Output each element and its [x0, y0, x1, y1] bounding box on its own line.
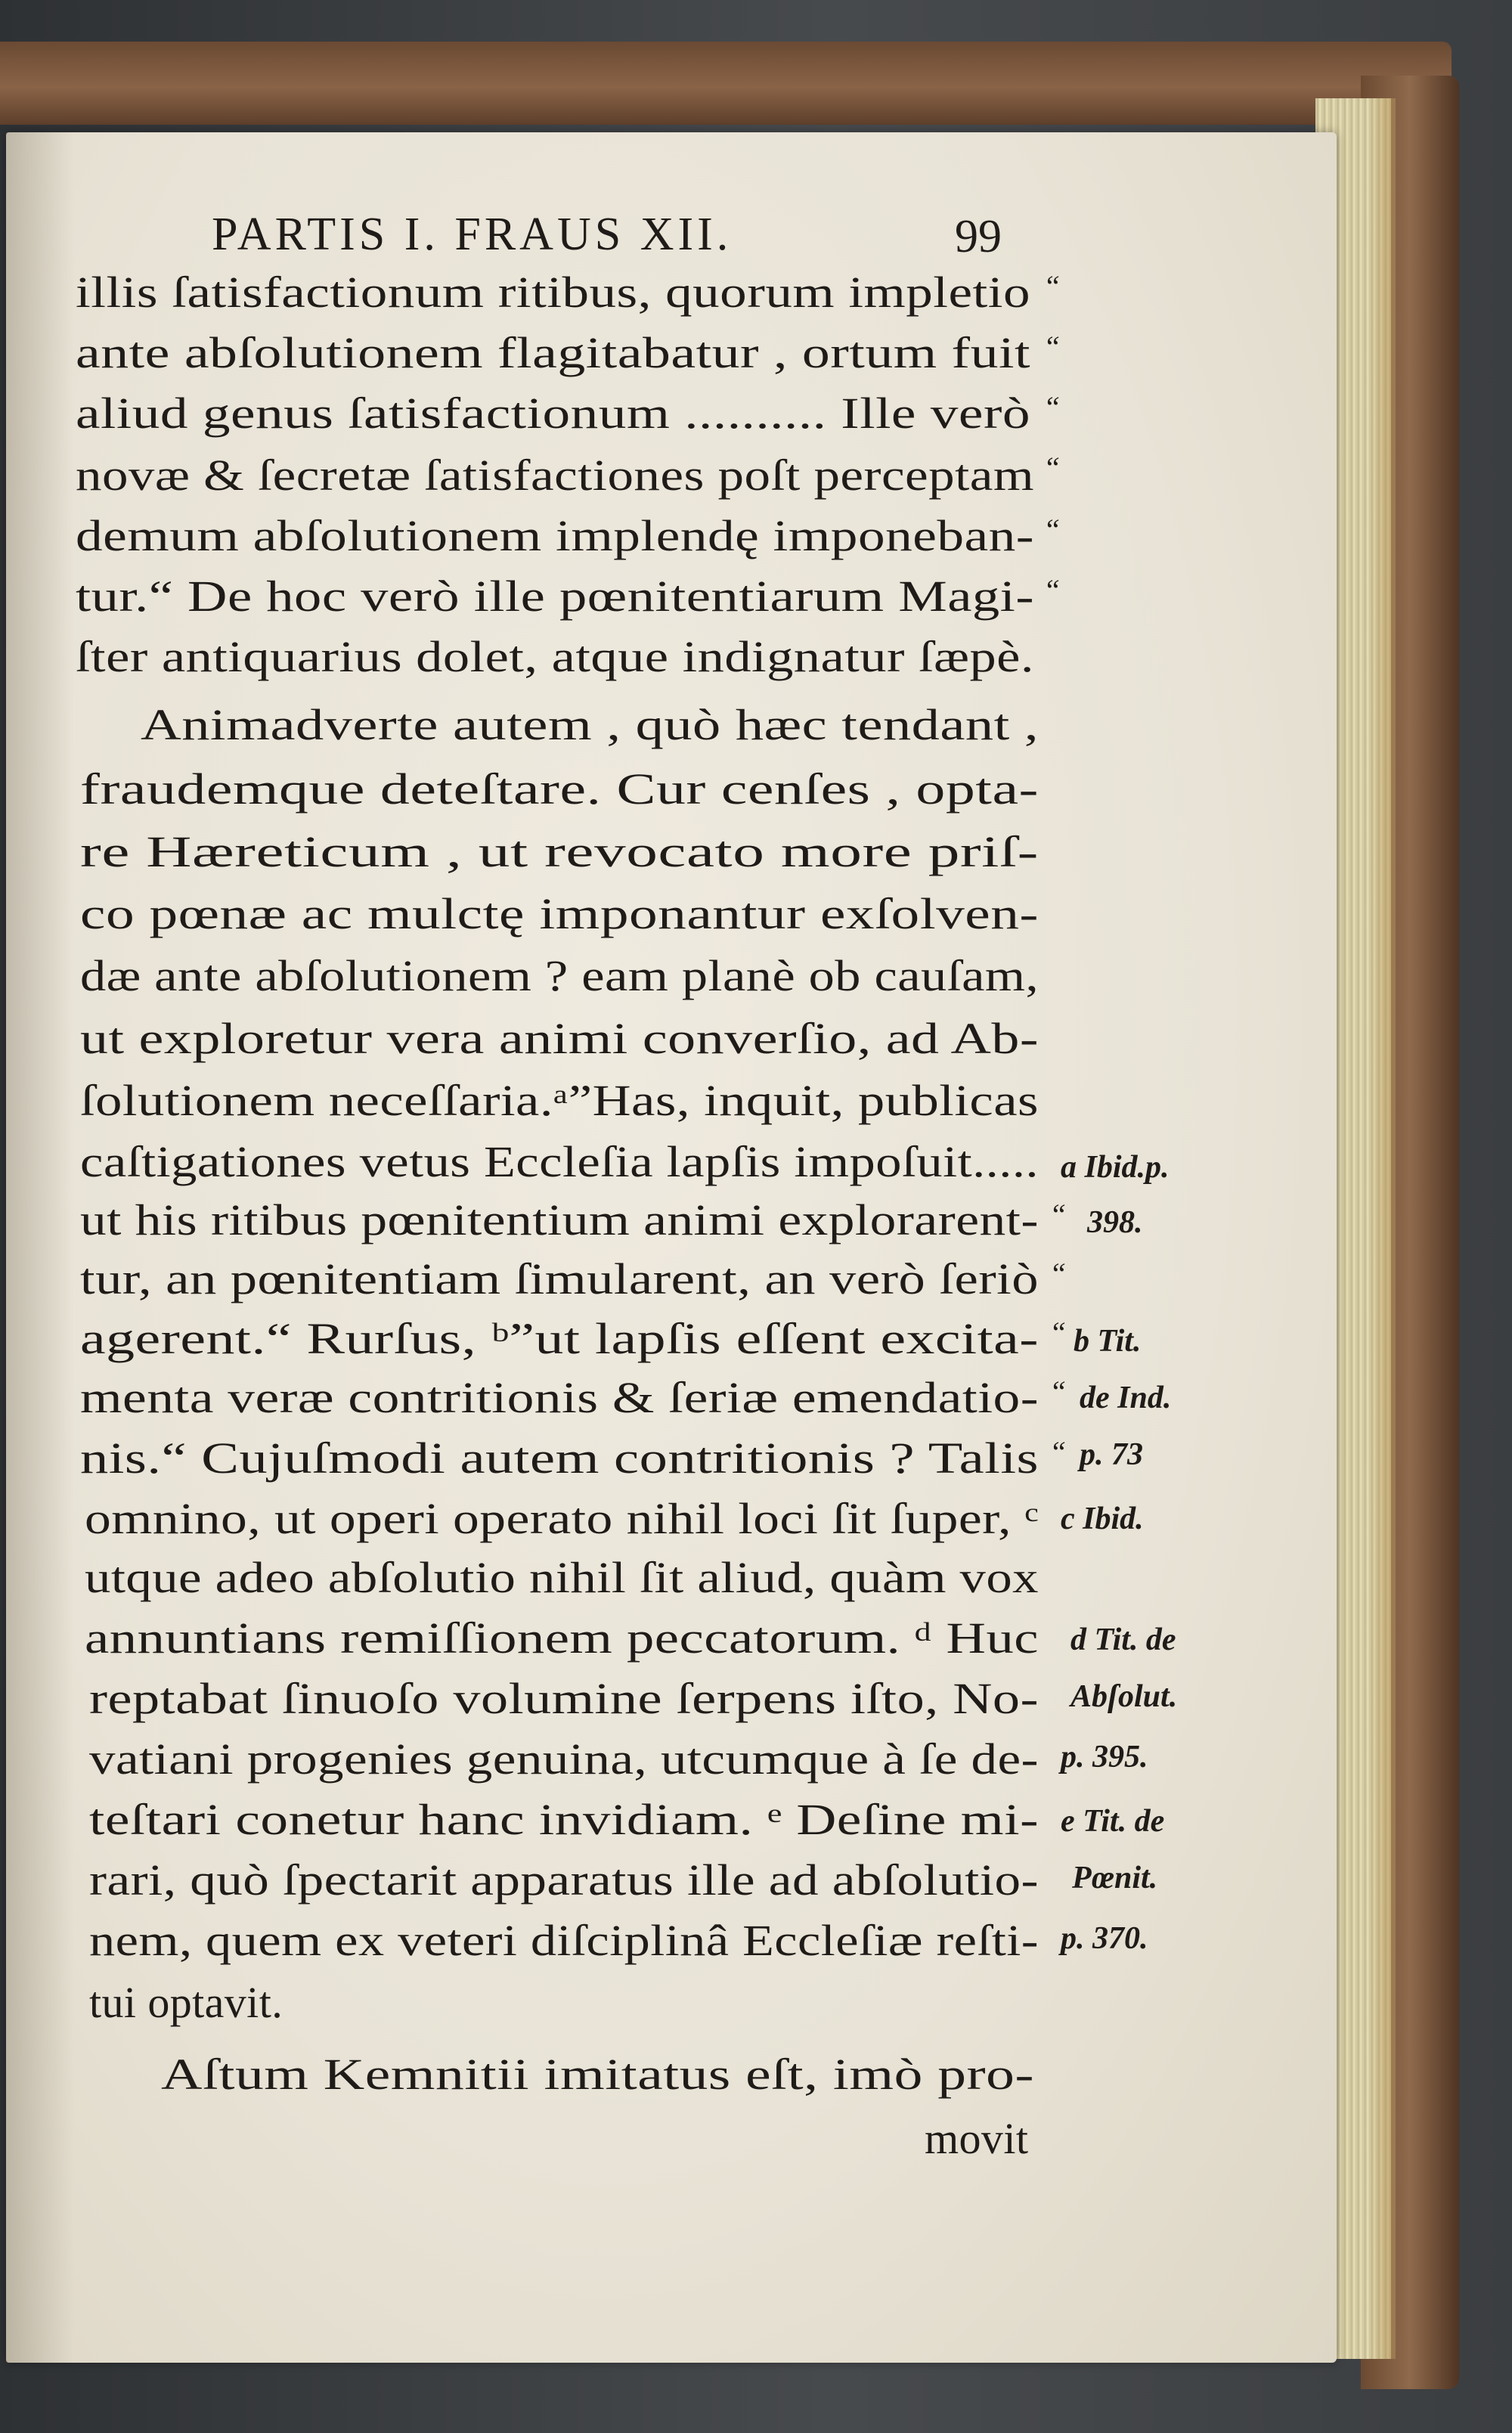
quote-mark: “ [1049, 1316, 1067, 1350]
text-line: annuntians remiſſionem peccatorum. ᵈ Huc [85, 1613, 1039, 1663]
side-note: b Tit. [1074, 1324, 1142, 1359]
text-line: movit [925, 2114, 1029, 2163]
side-note: Pœnit. [1072, 1861, 1158, 1895]
text-line: co pœnæ ac mulctę imponantur exſolven- [80, 889, 1039, 938]
text-line: Animadverte autem , quò hæc tendant , [141, 700, 1039, 749]
text-line: utque adeo abſolutio nihil ſit aliud, quàm vox [85, 1553, 1039, 1602]
text-line: caſtigationes vetus Eccleſia lapſis impoſuit..... [80, 1137, 1039, 1186]
text-line: tur.“ De hoc verò ille pœnitentiarum Magi- [76, 572, 1034, 621]
text-line: agerent.“ Rurſus, ᵇ”ut lapſis eſſent excita- [80, 1314, 1039, 1363]
quote-mark: “ [1049, 1198, 1067, 1232]
text-line: dæ ante abſolutionem ? eam planè ob cauſam, [80, 951, 1039, 1000]
quote-mark: “ [1043, 330, 1061, 364]
text-line: teſtari conetur hanc invidiam. ᵉ Deſine mi- [89, 1795, 1039, 1844]
text-line: fraudemque deteſtare. Cur cenſes , opta- [80, 764, 1039, 814]
quote-mark: “ [1043, 451, 1061, 485]
side-note: a Ibid.p. [1061, 1150, 1170, 1185]
quote-mark: “ [1049, 1257, 1067, 1291]
side-note: 398. [1087, 1205, 1143, 1240]
text-line: ante abſolutionem flagitabatur , ortum fuit [76, 328, 1030, 377]
page-number: 99 [955, 211, 1002, 262]
text-line: nem, quem ex veteri diſciplinâ Eccleſiæ reſti- [89, 1916, 1039, 1965]
quote-mark: “ [1043, 269, 1061, 303]
text-line: omnino, ut operi operato nihil loci ſit ſuper, ᶜ [85, 1494, 1039, 1543]
side-note: p. 73 [1080, 1437, 1143, 1472]
text-line: Aſtum Kemnitii imitatus eſt, imò pro- [161, 2050, 1034, 2099]
text-line: tur, an pœnitentiam ſimularent, an verò ſeriò [80, 1254, 1039, 1303]
quote-mark: “ [1049, 1435, 1067, 1469]
text-line: vatiani progenies genuina, utcumque à ſe de- [89, 1734, 1039, 1784]
text-line: nis.“ Cujuſmodi autem contritionis ? Talis [80, 1433, 1039, 1483]
text-line: rari, quò ſpectarit apparatus ille ad abſolutio- [89, 1855, 1039, 1905]
side-note: c Ibid. [1061, 1502, 1144, 1536]
quote-mark: “ [1043, 573, 1061, 607]
text-line: ſter antiquarius dolet, atque indignatur ſæpè. [76, 632, 1034, 681]
running-head-title: PARTIS I. FRAUS XII. [212, 209, 733, 260]
text-line: ut his ritibus pœnitentium animi explorarent- [80, 1195, 1039, 1244]
side-note: d Tit. de [1070, 1623, 1176, 1657]
text-line: illis ſatisfactionum ritibus, quorum impletio [76, 268, 1030, 317]
book-cover-top [0, 42, 1452, 125]
text-line: novæ & ſecretæ ſatisfactiones poſt perceptam [76, 451, 1034, 500]
side-note: p. 395. [1061, 1740, 1148, 1774]
text-line: ut exploretur vera animi converſio, ad Ab- [80, 1014, 1039, 1063]
gutter-shadow [6, 132, 74, 2363]
text-line: ſolutionem neceſſaria.ᵃ”Has, inquit, publicas [80, 1076, 1039, 1125]
side-note: de Ind. [1080, 1381, 1172, 1415]
quote-mark: “ [1043, 513, 1061, 547]
side-note: e Tit. de [1061, 1804, 1165, 1839]
text-line: menta veræ contritionis & ſeriæ emendatio- [80, 1373, 1039, 1422]
quote-mark: “ [1049, 1375, 1067, 1409]
side-note: p. 370. [1061, 1921, 1148, 1956]
text-line: demum abſolutionem implendę imponeban- [76, 511, 1034, 560]
text-line: aliud genus ſatisfactionum .......... Ille verò [76, 389, 1030, 438]
text-line: tui optavit. [89, 1978, 284, 2027]
quote-mark: “ [1043, 390, 1061, 424]
text-line: re Hæreticum , ut revocato more priſ- [80, 827, 1039, 876]
side-note: Abſolut. [1070, 1679, 1178, 1714]
book-page [6, 132, 1337, 2363]
text-line: reptabat ſinuoſo volumine ſerpens iſto, No- [89, 1674, 1039, 1723]
